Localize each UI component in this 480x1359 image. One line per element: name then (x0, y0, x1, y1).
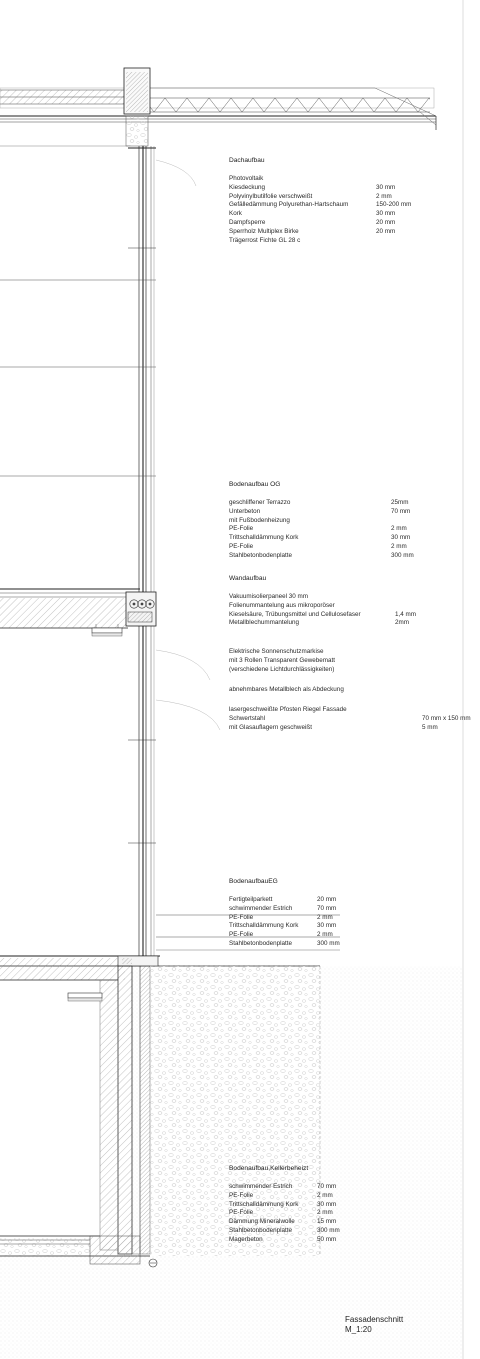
bodenaufbau-keller-label: Dämmung Mineralwolle (229, 1218, 295, 1226)
markise-notes (229, 648, 429, 674)
bodenaufbau-eg-value: 30 mm (317, 922, 337, 930)
bodenaufbau-og-row (229, 552, 429, 561)
fassade-row (229, 715, 471, 724)
bodenaufbau-eg-value: 20 mm (317, 896, 337, 903)
dachaufbau-subheading: Photovoltaik (229, 175, 264, 182)
bodenaufbau-keller-row (229, 1192, 429, 1201)
fassade-label: mit Glasauflagern geschweißt (229, 723, 312, 731)
dachaufbau-value: 20 mm (376, 218, 396, 226)
fassade-label: Schwertstahl (229, 715, 266, 722)
fassade-rows (229, 715, 471, 733)
drawing-caption (345, 1315, 403, 1335)
bodenaufbau-og-label: Unterbeton (229, 507, 261, 515)
bodenaufbau-og-row (229, 499, 429, 508)
dachaufbau-row (229, 184, 429, 193)
fassade-row (229, 724, 459, 733)
fassade-value: 70 mm x 150 mm (422, 715, 471, 722)
bodenaufbau-keller-list (229, 1183, 429, 1245)
bodenaufbau-keller-row (229, 1227, 429, 1236)
bodenaufbau-keller-value: 2 mm (317, 1209, 333, 1217)
bodenaufbau-keller-heading: Bodenaufbau,Kellerbeheizt (229, 1165, 309, 1172)
dachaufbau-row (229, 210, 429, 219)
bodenaufbau-keller-value: 15 mm (317, 1218, 337, 1226)
bodenaufbau-og-label: Trittschalldämmung Kork (229, 534, 299, 542)
roof-construction (0, 68, 436, 146)
bodenaufbau-eg-value: 2 mm (317, 931, 333, 939)
bodenaufbau-eg-value: 300 mm (317, 939, 340, 947)
markise-line-1: Elektrische Sonnenschutzmarkise (229, 648, 324, 655)
dachaufbau-heading: Dachaufbau (229, 157, 265, 164)
caption-title: Fassadenschnitt (345, 1315, 404, 1324)
wandaufbau-row (229, 619, 429, 628)
bodenaufbau-keller-label: schwimmender Estrich (229, 1183, 293, 1190)
bodenaufbau-eg-row (229, 905, 429, 914)
wandaufbau-value: 2mm (395, 619, 409, 627)
bodenaufbau-keller-rows (229, 1183, 429, 1245)
dachaufbau-label: Kiesdeckung (229, 183, 266, 191)
bodenaufbau-eg-label: Fertigteilparkett (229, 896, 273, 903)
bodenaufbau-eg-label: schwimmender Estrich (229, 904, 293, 912)
dachaufbau-label: Trägerrost Fichte GL 28 c (229, 236, 301, 244)
basement (0, 966, 463, 1359)
wandaufbau-label: Metallblechummantelung (229, 619, 300, 627)
dachaufbau-label: Polyvinylbutilfolie verschweißt (229, 192, 313, 200)
wandaufbau-row (229, 593, 429, 602)
bodenaufbau-og-row (229, 508, 429, 517)
bodenaufbau-keller-row (229, 1236, 429, 1245)
bodenaufbau-keller-value: 50 mm (317, 1235, 337, 1243)
wandaufbau-label: Folienummantelung aus mikroporöser (229, 601, 335, 609)
dachaufbau-value: 150-200 mm (376, 201, 412, 209)
bodenaufbau-og-value: 2 mm (391, 542, 407, 550)
bodenaufbau-eg-value: 70 mm (317, 904, 337, 912)
dachaufbau-label: Dampfsperre (229, 218, 266, 226)
dachaufbau-value: 20 mm (376, 227, 396, 235)
dachaufbau-row (229, 237, 429, 246)
bodenaufbau-eg-row (229, 914, 429, 923)
bodenaufbau-keller-value: 300 mm (317, 1226, 340, 1234)
wandaufbau-list (229, 593, 429, 628)
wandaufbau-rows (229, 593, 429, 628)
bodenaufbau-eg-label: PE-Folie (229, 931, 254, 939)
bodenaufbau-keller-row (229, 1209, 429, 1218)
markise-line-2: mit 3 Rollen Transparent Gewebematt (229, 656, 336, 664)
bodenaufbau-og-row (229, 543, 429, 552)
bodenaufbau-og-value: 300 mm (391, 551, 414, 559)
bodenaufbau-keller-row (229, 1218, 429, 1227)
bodenaufbau-og-label: geschliffener Terrazzo (229, 499, 291, 506)
bodenaufbau-og-list (229, 499, 429, 561)
wandaufbau-row (229, 602, 429, 611)
bodenaufbau-og-label: PE-Folie (229, 542, 254, 550)
fassade-note: lasergeschweißte Pfosten Riegel Fassade (229, 706, 347, 713)
bodenaufbau-eg-rows (229, 896, 429, 949)
dachaufbau-list (229, 175, 429, 245)
bodenaufbau-og-label: Stahlbetonbodenplatte (229, 551, 293, 559)
bodenaufbau-og-row (229, 517, 429, 526)
wandaufbau-row (229, 611, 429, 620)
bodenaufbau-keller-label: PE-Folie (229, 1209, 254, 1217)
facade-column (0, 146, 220, 965)
upper-floor-slab (0, 589, 156, 636)
bodenaufbau-keller-label: Stahlbetonbodenplatte (229, 1226, 293, 1234)
bodenaufbau-eg-heading: BodenaufbauEG (229, 878, 278, 885)
bodenaufbau-og-label: PE-Folie (229, 525, 254, 533)
bodenaufbau-eg-row (229, 931, 429, 940)
bodenaufbau-og-value: 70 mm (391, 507, 411, 515)
dachaufbau-value: 30 mm (376, 210, 396, 218)
bodenaufbau-eg-label: Stahlbetonbodenplatte (229, 939, 293, 947)
dachaufbau-row (229, 201, 429, 210)
bodenaufbau-og-value: 2 mm (391, 525, 407, 533)
bodenaufbau-og-heading: Bodenaufbau OG (229, 481, 281, 488)
wandaufbau-heading: Wandaufbau (229, 575, 267, 582)
bodenaufbau-og-value: 30 mm (391, 534, 411, 542)
bodenaufbau-eg-value: 2 mm (317, 913, 333, 921)
wandaufbau-label: Kieselsäure, Trübungsmittel und Cellulosefaser (229, 610, 361, 618)
wandaufbau-value: 1,4 mm (395, 610, 416, 618)
dachaufbau-value: 2 mm (376, 192, 392, 200)
bodenaufbau-eg-row (229, 940, 429, 949)
dachaufbau-row (229, 228, 429, 237)
bodenaufbau-eg-list (229, 896, 429, 949)
fassade-list (229, 715, 471, 733)
abdeckung-note: abnehmbares Metallblech als Abdeckung (229, 686, 344, 693)
bodenaufbau-eg-row (229, 922, 429, 931)
dachaufbau-label: Kork (229, 210, 242, 218)
dachaufbau-label: Sperrholz Multiplex Birke (229, 227, 299, 235)
bodenaufbau-og-label: mit Fußbodenheizung (229, 516, 290, 524)
bodenaufbau-eg-label: PE-Folie (229, 913, 254, 921)
bodenaufbau-keller-value: 30 mm (317, 1200, 337, 1208)
dachaufbau-value: 30 mm (376, 183, 396, 191)
bodenaufbau-og-value: 25mm (391, 499, 409, 506)
dachaufbau-row (229, 219, 429, 228)
bodenaufbau-keller-label: Trittschalldämmung Kork (229, 1200, 299, 1208)
bodenaufbau-og-rows (229, 499, 429, 561)
bodenaufbau-eg-label: Trittschalldämmung Kork (229, 922, 299, 930)
bodenaufbau-keller-value: 70 mm (317, 1183, 337, 1190)
bodenaufbau-keller-row (229, 1201, 429, 1210)
dachaufbau-row (229, 193, 429, 202)
wandaufbau-label: Vakuumisolierpaneel 30 mm (229, 593, 308, 600)
fassade-value: 5 mm (422, 723, 438, 731)
bodenaufbau-eg-row (229, 896, 429, 905)
bodenaufbau-keller-label: PE-Folie (229, 1191, 254, 1199)
bodenaufbau-keller-row (229, 1183, 429, 1192)
dachaufbau-rows (229, 184, 429, 246)
caption-scale: M_1:20 (345, 1325, 372, 1334)
bodenaufbau-og-row (229, 534, 429, 543)
bodenaufbau-og-row (229, 525, 429, 534)
markise-line-3: (verschiedene Lichtdurchlässigkeiten) (229, 665, 335, 673)
dachaufbau-label: Gefälledämmung Polyurethan-Hartschaum (229, 201, 349, 209)
bodenaufbau-keller-label: Magerbeton (229, 1235, 263, 1243)
bodenaufbau-keller-value: 2 mm (317, 1191, 333, 1199)
